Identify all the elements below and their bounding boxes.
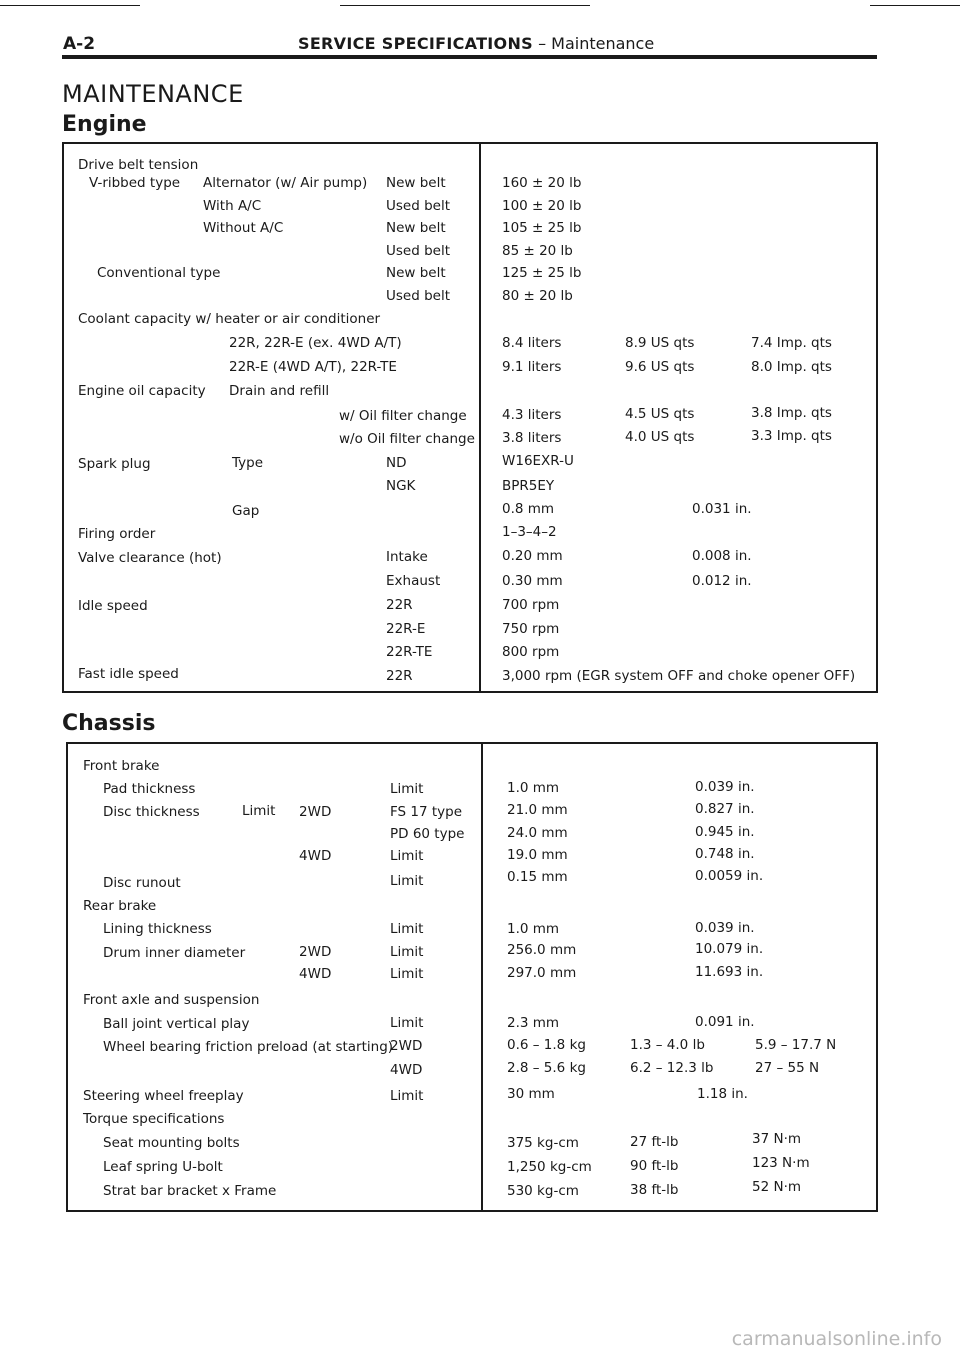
chassis-spec-cell: Strat bar bracket x Frame	[103, 1183, 277, 1199]
engine-spec-cell: 22R-E	[386, 621, 426, 637]
engine-spec-cell: 8.4 liters	[502, 335, 562, 351]
engine-spec-cell: 160 ± 20 lb	[502, 175, 582, 191]
chassis-spec-cell: 123 N·m	[752, 1155, 810, 1171]
chassis-spec-cell: 2WD	[299, 944, 332, 960]
engine-spec-cell: 4.5 US qts	[625, 406, 695, 422]
engine-spec-cell: New belt	[386, 175, 446, 191]
engine-spec-cell: 85 ± 20 lb	[502, 243, 573, 259]
chassis-spec-cell: 27 – 55 N	[755, 1060, 820, 1076]
engine-spec-cell: W16EXR-U	[502, 453, 574, 469]
header-title	[298, 34, 654, 53]
page-number: A-2	[63, 34, 96, 54]
chassis-spec-cell: FS 17 type	[390, 804, 463, 820]
engine-spec-cell: 0.20 mm	[502, 548, 563, 564]
top-rule-center	[340, 5, 590, 6]
engine-spec-cell: Type	[232, 455, 264, 471]
engine-spec-cell: Used belt	[386, 288, 450, 304]
chassis-spec-cell: 375 kg-cm	[507, 1135, 579, 1151]
chassis-spec-cell: 90 ft-lb	[630, 1158, 679, 1174]
chassis-spec-cell: 1.0 mm	[507, 780, 560, 796]
chassis-spec-cell: Limit	[390, 873, 424, 889]
engine-spec-cell: Gap	[232, 503, 260, 519]
chassis-spec-cell: 4WD	[299, 848, 332, 864]
header-title-main: SERVICE SPECIFICATIONS	[298, 34, 533, 53]
chassis-spec-cell: Front brake	[83, 758, 160, 774]
chassis-spec-cell: 6.2 – 12.3 lb	[630, 1060, 714, 1076]
engine-spec-cell: Used belt	[386, 243, 450, 259]
chassis-spec-cell: Limit	[390, 848, 424, 864]
engine-spec-cell: Engine oil capacity	[78, 383, 206, 399]
chassis-spec-cell: 37 N·m	[752, 1131, 802, 1147]
chassis-spec-cell: Limit	[390, 921, 424, 937]
chassis-spec-cell: 1,250 kg-cm	[507, 1159, 592, 1175]
chassis-spec-cell: 0.15 mm	[507, 869, 568, 885]
engine-spec-cell: Conventional type	[97, 265, 221, 281]
engine-spec-cell: 105 ± 25 lb	[502, 220, 582, 236]
header-title-sep: –	[532, 34, 552, 53]
engine-spec-cell: w/ Oil filter change	[339, 408, 467, 424]
engine-spec-cell: 9.1 liters	[502, 359, 562, 375]
chassis-table-divider	[481, 743, 483, 1210]
chassis-spec-cell: Rear brake	[83, 898, 157, 914]
chassis-spec-cell: 11.693 in.	[695, 964, 764, 980]
chassis-spec-cell: 1.0 mm	[507, 921, 560, 937]
engine-spec-cell: 0.031 in.	[692, 501, 752, 517]
engine-spec-cell: Coolant capacity w/ heater or air conditioner	[78, 311, 381, 327]
engine-spec-cell: 22R, 22R-E (ex. 4WD A/T)	[229, 335, 402, 351]
chassis-spec-cell: 38 ft-lb	[630, 1182, 679, 1198]
engine-spec-cell: 80 ± 20 lb	[502, 288, 573, 304]
chassis-spec-cell: 2WD	[299, 804, 332, 820]
chassis-spec-cell: 2.3 mm	[507, 1015, 560, 1031]
chassis-spec-cell: 530 kg-cm	[507, 1183, 579, 1199]
engine-spec-cell: V-ribbed type	[89, 175, 181, 191]
engine-spec-cell: Exhaust	[386, 573, 441, 589]
header-rule-thick	[62, 56, 877, 59]
chassis-spec-cell: Drum inner diameter	[103, 945, 246, 961]
chassis-spec-cell: Limit	[390, 781, 424, 797]
chassis-spec-cell: 0.039 in.	[695, 779, 755, 795]
engine-spec-cell: Used belt	[386, 198, 450, 214]
chassis-spec-cell: 0.945 in.	[695, 824, 755, 840]
engine-spec-cell: 4.3 liters	[502, 407, 562, 423]
engine-spec-cell: 1–3–4–2	[502, 524, 557, 540]
chassis-spec-cell: 0.748 in.	[695, 846, 755, 862]
chassis-spec-cell: 52 N·m	[752, 1179, 802, 1195]
engine-table-divider	[479, 143, 481, 691]
engine-spec-cell: ND	[386, 455, 407, 471]
engine-spec-cell: Drive belt tension	[78, 157, 199, 173]
engine-heading: Engine	[62, 112, 147, 137]
engine-spec-cell: 3.3 Imp. qts	[751, 428, 832, 444]
engine-spec-cell: Idle speed	[78, 598, 148, 614]
chassis-spec-cell: Steering wheel freeplay	[83, 1088, 244, 1104]
engine-spec-cell: 100 ± 20 lb	[502, 198, 582, 214]
engine-spec-cell: 8.0 Imp. qts	[751, 359, 832, 375]
engine-spec-cell: 0.8 mm	[502, 501, 555, 517]
engine-spec-cell: Fast idle speed	[78, 666, 179, 682]
chassis-spec-cell: PD 60 type	[390, 826, 465, 842]
engine-spec-cell: Drain and refill	[229, 383, 330, 399]
engine-spec-cell: 3.8 liters	[502, 430, 562, 446]
chassis-spec-cell: 0.0059 in.	[695, 868, 764, 884]
chassis-spec-cell: 19.0 mm	[507, 847, 568, 863]
chassis-spec-cell: Seat mounting bolts	[103, 1135, 240, 1151]
engine-spec-cell: 22R	[386, 668, 413, 684]
chassis-spec-cell: Limit	[390, 966, 424, 982]
chassis-spec-cell: Leaf spring U-bolt	[103, 1159, 223, 1175]
engine-spec-cell: 22R-E (4WD A/T), 22R-TE	[229, 359, 397, 375]
chassis-spec-cell: 0.827 in.	[695, 801, 755, 817]
engine-spec-cell: Spark plug	[78, 456, 151, 472]
chassis-spec-cell: 27 ft-lb	[630, 1134, 679, 1150]
chassis-spec-cell: 21.0 mm	[507, 802, 568, 818]
chassis-spec-cell: Limit	[390, 1015, 424, 1031]
chassis-spec-cell: 0.091 in.	[695, 1014, 755, 1030]
engine-spec-cell: Valve clearance (hot)	[78, 550, 222, 566]
header-title-sub: Maintenance	[551, 34, 655, 53]
engine-spec-cell: NGK	[386, 478, 416, 494]
chassis-spec-cell: Torque specifications	[83, 1111, 225, 1127]
chassis-spec-cell: Limit	[390, 944, 424, 960]
engine-spec-cell: New belt	[386, 265, 446, 281]
chassis-spec-cell: 10.079 in.	[695, 941, 764, 957]
engine-spec-cell: 125 ± 25 lb	[502, 265, 582, 281]
chassis-spec-cell: Pad thickness	[103, 781, 196, 797]
top-rule-right	[870, 5, 960, 6]
chassis-spec-cell: Disc runout	[103, 875, 181, 891]
engine-spec-cell: 3.8 Imp. qts	[751, 405, 832, 421]
engine-spec-cell: w/o Oil filter change	[339, 431, 475, 447]
engine-spec-cell: 7.4 Imp. qts	[751, 335, 832, 351]
chassis-spec-cell: 24.0 mm	[507, 825, 568, 841]
chassis-spec-cell: 256.0 mm	[507, 942, 577, 958]
chassis-spec-cell: 4WD	[390, 1062, 423, 1078]
chassis-spec-cell: 2.8 – 5.6 kg	[507, 1060, 586, 1076]
engine-spec-cell: 0.012 in.	[692, 573, 752, 589]
chassis-spec-cell: Wheel bearing friction preload (at starting)	[103, 1039, 394, 1055]
engine-spec-cell: Firing order	[78, 526, 156, 542]
chassis-spec-cell: Lining thickness	[103, 921, 212, 937]
watermark: carmanualsonline.info	[731, 1328, 942, 1350]
engine-spec-cell: 8.9 US qts	[625, 335, 695, 351]
chassis-spec-cell: Front axle and suspension	[83, 992, 260, 1008]
chassis-spec-cell: 297.0 mm	[507, 965, 577, 981]
chassis-spec-cell: Limit	[242, 803, 276, 819]
engine-spec-cell: New belt	[386, 220, 446, 236]
main-heading: MAINTENANCE	[62, 80, 244, 108]
chassis-spec-cell: 5.9 – 17.7 N	[755, 1037, 837, 1053]
engine-spec-cell: 22R-TE	[386, 644, 433, 660]
chassis-spec-cell: Ball joint vertical play	[103, 1016, 250, 1032]
engine-spec-cell: Intake	[386, 549, 428, 565]
chassis-spec-cell: Disc thickness	[103, 804, 200, 820]
engine-spec-cell: Alternator (w/ Air pump)	[203, 175, 368, 191]
engine-spec-cell: With A/C	[203, 198, 262, 214]
chassis-spec-cell: 2WD	[390, 1038, 423, 1054]
engine-spec-cell: 0.008 in.	[692, 548, 752, 564]
engine-spec-cell: 3,000 rpm (EGR system OFF and choke opener OFF)	[502, 668, 856, 684]
chassis-spec-cell: 1.3 – 4.0 lb	[630, 1037, 705, 1053]
chassis-spec-cell: 4WD	[299, 966, 332, 982]
chassis-spec-cell: Limit	[390, 1088, 424, 1104]
engine-spec-cell: Without A/C	[203, 220, 284, 236]
chassis-spec-cell: 0.6 – 1.8 kg	[507, 1037, 586, 1053]
engine-spec-cell: 0.30 mm	[502, 573, 563, 589]
chassis-spec-cell: 1.18 in.	[697, 1086, 748, 1102]
engine-spec-cell: 4.0 US qts	[625, 429, 695, 445]
engine-spec-cell: BPR5EY	[502, 478, 555, 494]
engine-spec-cell: 9.6 US qts	[625, 359, 695, 375]
engine-spec-cell: 700 rpm	[502, 597, 560, 613]
chassis-spec-cell: 30 mm	[507, 1086, 555, 1102]
engine-spec-cell: 750 rpm	[502, 621, 560, 637]
chassis-spec-cell: 0.039 in.	[695, 920, 755, 936]
top-rule-left	[0, 5, 140, 6]
engine-spec-cell: 800 rpm	[502, 644, 560, 660]
engine-spec-cell: 22R	[386, 597, 413, 613]
chassis-heading: Chassis	[62, 711, 156, 736]
